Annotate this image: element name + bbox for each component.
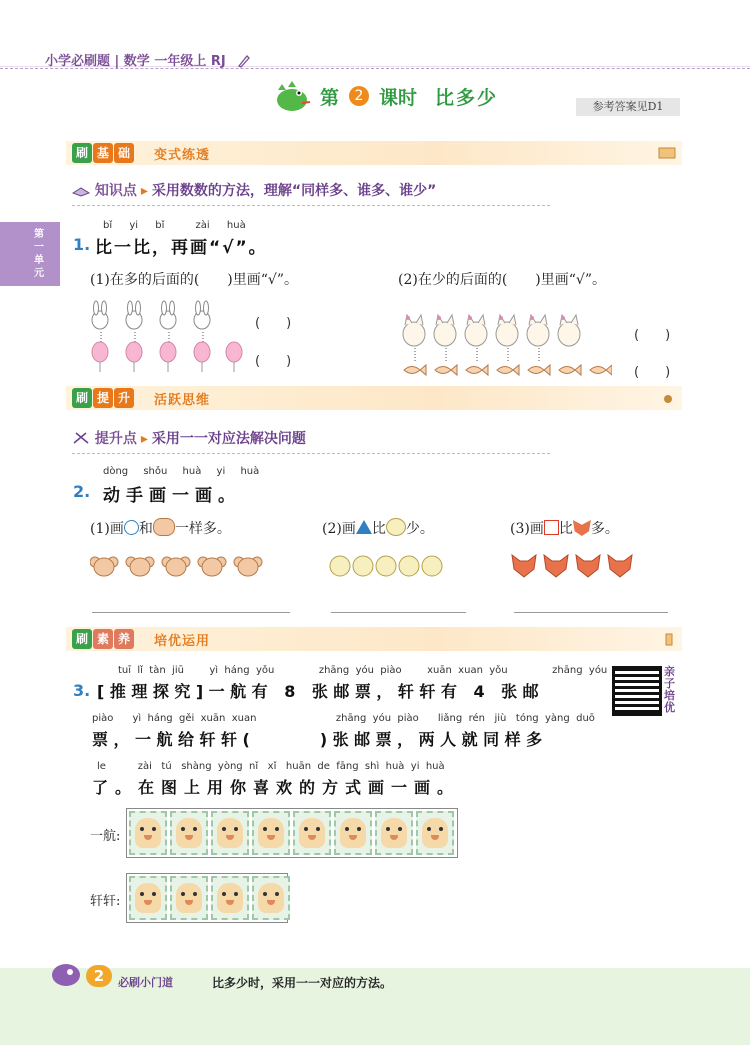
chick-icon [376, 556, 396, 576]
tiger-icon [135, 818, 161, 848]
pinyin-syllable: huà [240, 466, 260, 477]
tiger-stamp [211, 876, 249, 920]
cat-icon [465, 315, 487, 346]
square-shape-icon [544, 520, 559, 535]
balloon-icon [194, 342, 210, 362]
chick-icon [399, 556, 419, 576]
question-number: 3. [73, 681, 91, 700]
tiger-stamp [252, 876, 290, 920]
question-text-line2: 票，一航给轩轩( )张邮票，两人就同样多 [92, 730, 548, 749]
section-tag: 升 [114, 388, 134, 408]
tiger-stamp [293, 811, 331, 855]
triangle-shape-icon [356, 520, 372, 534]
unit-side-tab-label: 第一单元 [34, 229, 44, 279]
qr-label: 亲子培优 [664, 665, 675, 714]
section-tag: 刷 [72, 143, 92, 163]
section-tag: 养 [114, 629, 134, 649]
section-subtitle: 变式练透 [154, 148, 211, 163]
fish-icon [404, 365, 426, 375]
fish-icon [497, 365, 519, 375]
tiger-stamp [375, 811, 413, 855]
tiger-stamp [170, 811, 208, 855]
pinyin-syllable: dòng [103, 466, 129, 477]
footer-brand: 必刷小门道 [118, 976, 173, 989]
rabbit-icon [160, 301, 176, 329]
mouse-icon [198, 557, 226, 576]
fish-icon [590, 365, 612, 375]
q3-pinyin-line2: piào yì háng gěi xuān xuan zhāng yóu piào liǎng rén jiù tóng yàng duō [92, 713, 595, 724]
fox-icon [512, 555, 536, 577]
circle-shape-icon [124, 520, 139, 535]
tiger-icon [340, 818, 366, 848]
subquestion-text: 少。 [405, 521, 434, 537]
pencil-icon [236, 52, 250, 68]
section-tag: 基 [93, 143, 113, 163]
chick-icon [422, 556, 442, 576]
subquestion-1 [90, 518, 231, 538]
pinyin-syllable: zài [195, 220, 210, 231]
q1-pinyin [103, 220, 246, 231]
fox-icon [544, 555, 568, 577]
fox-icon [573, 520, 591, 536]
cat-icon [558, 315, 580, 346]
fish-icon [559, 365, 581, 375]
question-number: 1. [73, 235, 91, 254]
pinyin-syllable: yi [129, 220, 139, 231]
answer-paren[interactable]: ( ) [634, 328, 671, 343]
answer-reference: 参考答案见D1 [576, 98, 680, 116]
pinyin-syllable: huà [182, 466, 202, 477]
tiger-icon [258, 883, 284, 913]
question-number: 2. [73, 482, 91, 501]
subquestion-text: (1)画 [90, 521, 124, 537]
mouse-icon [126, 557, 154, 576]
lesson-number: 2 [349, 86, 369, 106]
section-tag: 础 [114, 143, 134, 163]
knowledge-point-label: 知识点 [94, 183, 137, 199]
chick-row [328, 553, 448, 579]
subquestion-text: 比 [558, 521, 573, 537]
answer-line[interactable] [514, 612, 668, 613]
dinosaur-mascot-icon [272, 78, 312, 114]
cat-icon [434, 315, 456, 346]
answer-paren[interactable]: ( ) [255, 316, 292, 331]
pinyin-syllable: shǒu [143, 466, 168, 477]
tiger-icon [135, 883, 161, 913]
answer-line[interactable] [331, 612, 466, 613]
question-text-line1: [推理探究]一航有 8 张邮票，轩轩有 4 张邮 [97, 682, 545, 701]
row-label-yihang: 一航: [90, 829, 121, 844]
mouse-icon [162, 557, 190, 576]
subquestion-2 [322, 518, 434, 538]
section-tag: 刷 [72, 629, 92, 649]
fish-row [402, 362, 612, 378]
bottle-icon [662, 631, 676, 647]
answer-line[interactable] [92, 612, 290, 613]
tiger-stamp [129, 876, 167, 920]
subquestion-text: (1)在多的后面的( )里画“√”。 [90, 272, 298, 288]
tiger-stamp [416, 811, 454, 855]
balloon-icon [226, 342, 242, 362]
rabbit-icon [126, 301, 142, 329]
knowledge-point: 知识点 ▸ 采用数数的方法，理解“同样多、谁多、谁少” [72, 180, 436, 200]
mouse-row [90, 553, 280, 579]
tiger-icon [258, 818, 284, 848]
tiger-stamp [211, 811, 249, 855]
rabbit-icon [194, 301, 210, 329]
subquestion-text: 比 [371, 521, 386, 537]
fox-icon [576, 555, 600, 577]
answer-paren[interactable]: ( ) [255, 354, 292, 369]
cat-row [400, 312, 590, 348]
pencil-cross-icon [72, 431, 90, 445]
subquestion-text: 一样多。 [174, 521, 231, 537]
pinyin-syllable: huà [226, 220, 246, 231]
tiger-stamp [252, 811, 290, 855]
qr-code[interactable] [612, 666, 662, 716]
improvement-point: 提升点 ▸ 采用一一对应法解决问题 [72, 428, 306, 448]
subquestion-text: (2)在少的后面的( )里画“√”。 [398, 272, 606, 288]
improvement-point-text: 采用一一对应法解决问题 [151, 431, 306, 447]
spider-icon [660, 390, 676, 406]
section-bar-basic [66, 141, 682, 165]
lesson-topic: 比多少 [435, 86, 499, 109]
tiger-icon [217, 818, 243, 848]
section-bar-advanced [66, 386, 682, 410]
balloon-row [88, 340, 248, 374]
tiger-icon [176, 883, 202, 913]
section-tag: 刷 [72, 388, 92, 408]
yihang-stamp-row[interactable] [126, 808, 458, 858]
fox-row [510, 553, 634, 579]
q2-pinyin [103, 466, 259, 477]
cat-icon [527, 315, 549, 346]
improvement-point-label: 提升点 [94, 431, 137, 447]
tiger-icon [217, 883, 243, 913]
mouse-icon [90, 557, 118, 576]
lesson-title [272, 76, 498, 116]
tiger-icon [381, 818, 407, 848]
subquestion-text: (2)画 [322, 521, 356, 537]
book-icon [658, 146, 676, 160]
fish-icon [528, 365, 550, 375]
chick-icon [353, 556, 373, 576]
question-text: 动手画一画。 [103, 486, 241, 506]
answer-paren[interactable]: ( ) [634, 365, 671, 380]
pinyin-syllable: bǐ [155, 220, 165, 231]
q3-pinyin-line1: tuī lǐ tàn jiū yì háng yǒu zhāng yóu piào xuān xuan yǒu zhāng yóu [118, 665, 608, 676]
rabbit-row [88, 300, 228, 334]
section-tag: 提 [93, 388, 113, 408]
page-number: 2 [86, 965, 112, 987]
subquestion-text: (3)画 [510, 521, 544, 537]
knowledge-point-text: 采用数数的方法，理解“同样多、谁多、谁少” [151, 183, 437, 199]
q3-pinyin-line3: le zài tú shàng yòng nǐ xǐ huān de fāng shì huà yi huà [97, 761, 445, 772]
balloon-icon [126, 342, 142, 362]
section-subtitle: 培优运用 [154, 634, 211, 649]
tiger-stamp [129, 811, 167, 855]
rabbit-icon [92, 301, 108, 329]
book-stack-icon [72, 183, 90, 197]
book-title: 小学必刷题 | 数学 一年级上 RJ [45, 54, 226, 69]
mouse-icon [234, 557, 262, 576]
tiger-icon [422, 818, 448, 848]
tiger-stamp [334, 811, 372, 855]
lesson-suffix: 课时 [379, 86, 418, 109]
subquestion-text: 和 [138, 521, 153, 537]
section-subtitle: 活跃思维 [154, 393, 211, 408]
subquestion-text: 多。 [590, 521, 619, 537]
footer-tip: 比多少时，采用一一对应的方法。 [212, 976, 393, 990]
balloon-icon [160, 342, 176, 362]
chick-icon [330, 556, 350, 576]
section-bar-literacy [66, 627, 682, 651]
lesson-prefix: 第 [320, 86, 340, 109]
cat-icon [403, 315, 425, 346]
row-label-xuanxuan: 轩轩: [90, 894, 121, 909]
purple-mascot-icon [48, 958, 88, 988]
chick-icon [386, 518, 406, 536]
cat-icon [496, 315, 518, 346]
question-text-line3: 了。在图上用你喜欢的方式画一画。 [92, 778, 461, 797]
unit-side-tab [0, 222, 60, 286]
fish-icon [435, 365, 457, 375]
tiger-icon [176, 818, 202, 848]
dotted-connectors [412, 348, 582, 362]
mouse-icon [153, 518, 175, 536]
question-text: 比一比，再画“√”。 [95, 238, 268, 258]
fish-icon [466, 365, 488, 375]
xuanxuan-stamp-row[interactable] [126, 873, 288, 923]
tiger-stamp [170, 876, 208, 920]
tiger-icon [299, 818, 325, 848]
subquestion-3 [510, 518, 619, 538]
section-tag: 素 [93, 629, 113, 649]
pinyin-syllable: yi [216, 466, 226, 477]
fox-icon [608, 555, 632, 577]
pinyin-syllable: bǐ [103, 220, 113, 231]
balloon-icon [92, 342, 108, 362]
